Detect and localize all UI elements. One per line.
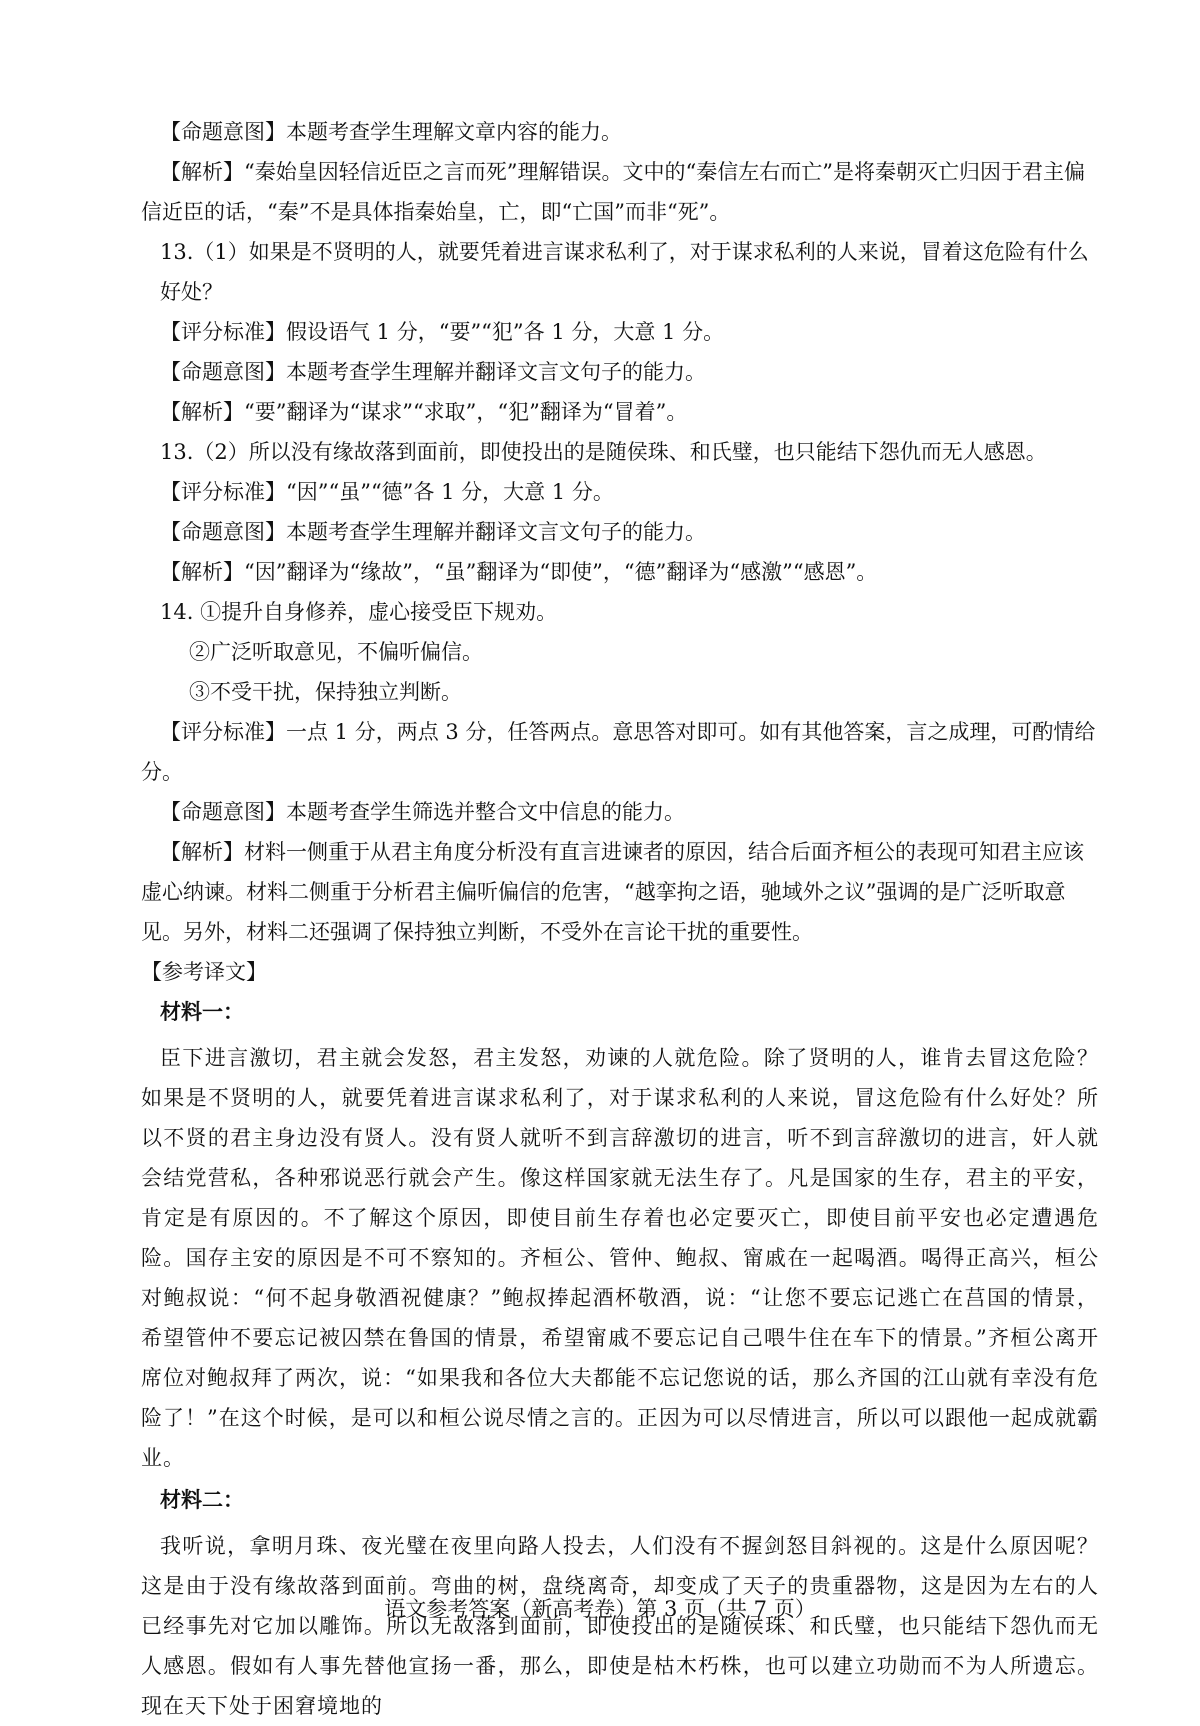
score-standard-13-2: 【评分标准】“因”“虽”“德”各 1 分，大意 1 分。 [160,480,614,504]
page-content [141,112,1099,1726]
score-standard-14: 【评分标准】一点 1 分，两点 3 分，任答两点。意思答对即可。如有其他答案，言之成理，可酌情给分。 [141,720,1096,784]
q14-point-2: ②广泛听取意见，不偏听偏信。 [189,640,483,664]
analysis-13-1: 【解析】“要”翻译为“谋求”“求取”，“犯”翻译为“冒着”。 [160,400,688,424]
score-standard-13-1: 【评分标准】假设语气 1 分，“要”“犯”各 1 分，大意 1 分。 [160,320,725,344]
page-footer: 语文参考答案（新高考卷）第 3 页（共 7 页） [384,1597,816,1621]
q13-2-answer: 13.（2）所以没有缘故落到面前，即使投出的是随侯珠、和氏璧，也只能结下怨仇而无人感恩。 [160,440,1047,464]
intent-13-2: 【命题意图】本题考查学生理解并翻译文言文句子的能力。 [160,520,706,544]
reference-translation-title: 【参考译文】 [141,960,267,984]
material-1-title: 材料一： [160,999,244,1024]
analysis-line: 【解析】“秦始皇因轻信近臣之言而死”理解错误。文中的“秦信左右而亡”是将秦朝灭亡归因于君主偏信近臣的话，“秦”不是具体指秦始皇，亡，即“亡国”而非“死”。 [141,160,1085,224]
q14-point-3: ③不受干扰，保持独立判断。 [189,680,462,704]
intent-14: 【命题意图】本题考查学生筛选并整合文中信息的能力。 [160,800,685,824]
material-2-title: 材料二： [160,1487,244,1512]
material-1-text: 臣下进言激切，君主就会发怒，君主发怒，劝谏的人就危险。除了贤明的人，谁肯去冒这危险？如果是不贤明的人，就要凭着进言谋求私利了，对于谋求私利的人来说，冒这危险有什么好处？所以不贤的君主身边没有贤人。没有贤人就听不到言辞激切的进言，听不到言辞激切的进言，奸人就会结党营私，各种邪说恶行就会产生。像这样国家就无法生存了。凡是国家的生存，君主的平安，肯定是有原因的。不了解这个原因，即使目前生存着也必定要灭亡，即使目前平安也必定遭遇危险。国存主安的原因是不可不察知的。齐桓公、管仲、鲍叔、甯戚在一起喝酒。喝得正高兴，桓公对鲍叔说：“何不起身敬酒祝健康？”鲍叔捧起酒杯敬酒，说：“让您不要忘记逃亡在莒国的情景，希望管仲不要忘记被囚禁在鲁国的情景，希望甯戚不要忘记自己喂牛住在车下的情景。”齐桓公离开席位对鲍叔拜了两次，说：“如果我和各位大夫都能不忘记您说的话，那么齐国的江山就有幸没有危险了！”在这个时候，是可以和桓公说尽情之言的。正因为可以尽情进言，所以可以跟他一起成就霸业。 [141,1046,1099,1470]
q13-1-answer: 13.（1）如果是不贤明的人，就要凭着进言谋求私利了，对于谋求私利的人来说，冒着这危险有什么好处？ [160,240,1089,304]
analysis-13-2: 【解析】“因”翻译为“缘故”，“虽”翻译为“即使”，“德”翻译为“感激”“感恩”。 [160,560,878,584]
material-2-text: 我听说，拿明月珠、夜光璧在夜里向路人投去，人们没有不握剑怒目斜视的。这是什么原因呢？这是由于没有缘故落到面前。弯曲的树，盘绕离奇，却变成了天子的贵重器物，这是因为左右的人已经事先对它加以雕饰。所以无故落到面前，即使投出的是随侯珠、和氏璧，也只能结下怨仇而无人感恩。假如有人事先替他宣扬一番，那么，即使是枯木朽株，也可以建立功勋而不为人所遗忘。现在天下处于困窘境地的 [141,1534,1099,1718]
analysis-14: 【解析】材料一侧重于从君主角度分析没有直言进谏者的原因，结合后面齐桓公的表现可知君主应该虚心纳谏。材料二侧重于分析君主偏听偏信的危害，“越挛拘之语，驰域外之议”强调的是广泛听取意见。另外，材料二还强调了保持独立判断，不受外在言论干扰的重要性。 [141,840,1084,944]
intent-line: 【命题意图】本题考查学生理解文章内容的能力。 [160,120,622,144]
q14-point-1: 14. ①提升自身修养，虚心接受臣下规劝。 [160,600,558,624]
intent-13-1: 【命题意图】本题考查学生理解并翻译文言文句子的能力。 [160,360,706,384]
